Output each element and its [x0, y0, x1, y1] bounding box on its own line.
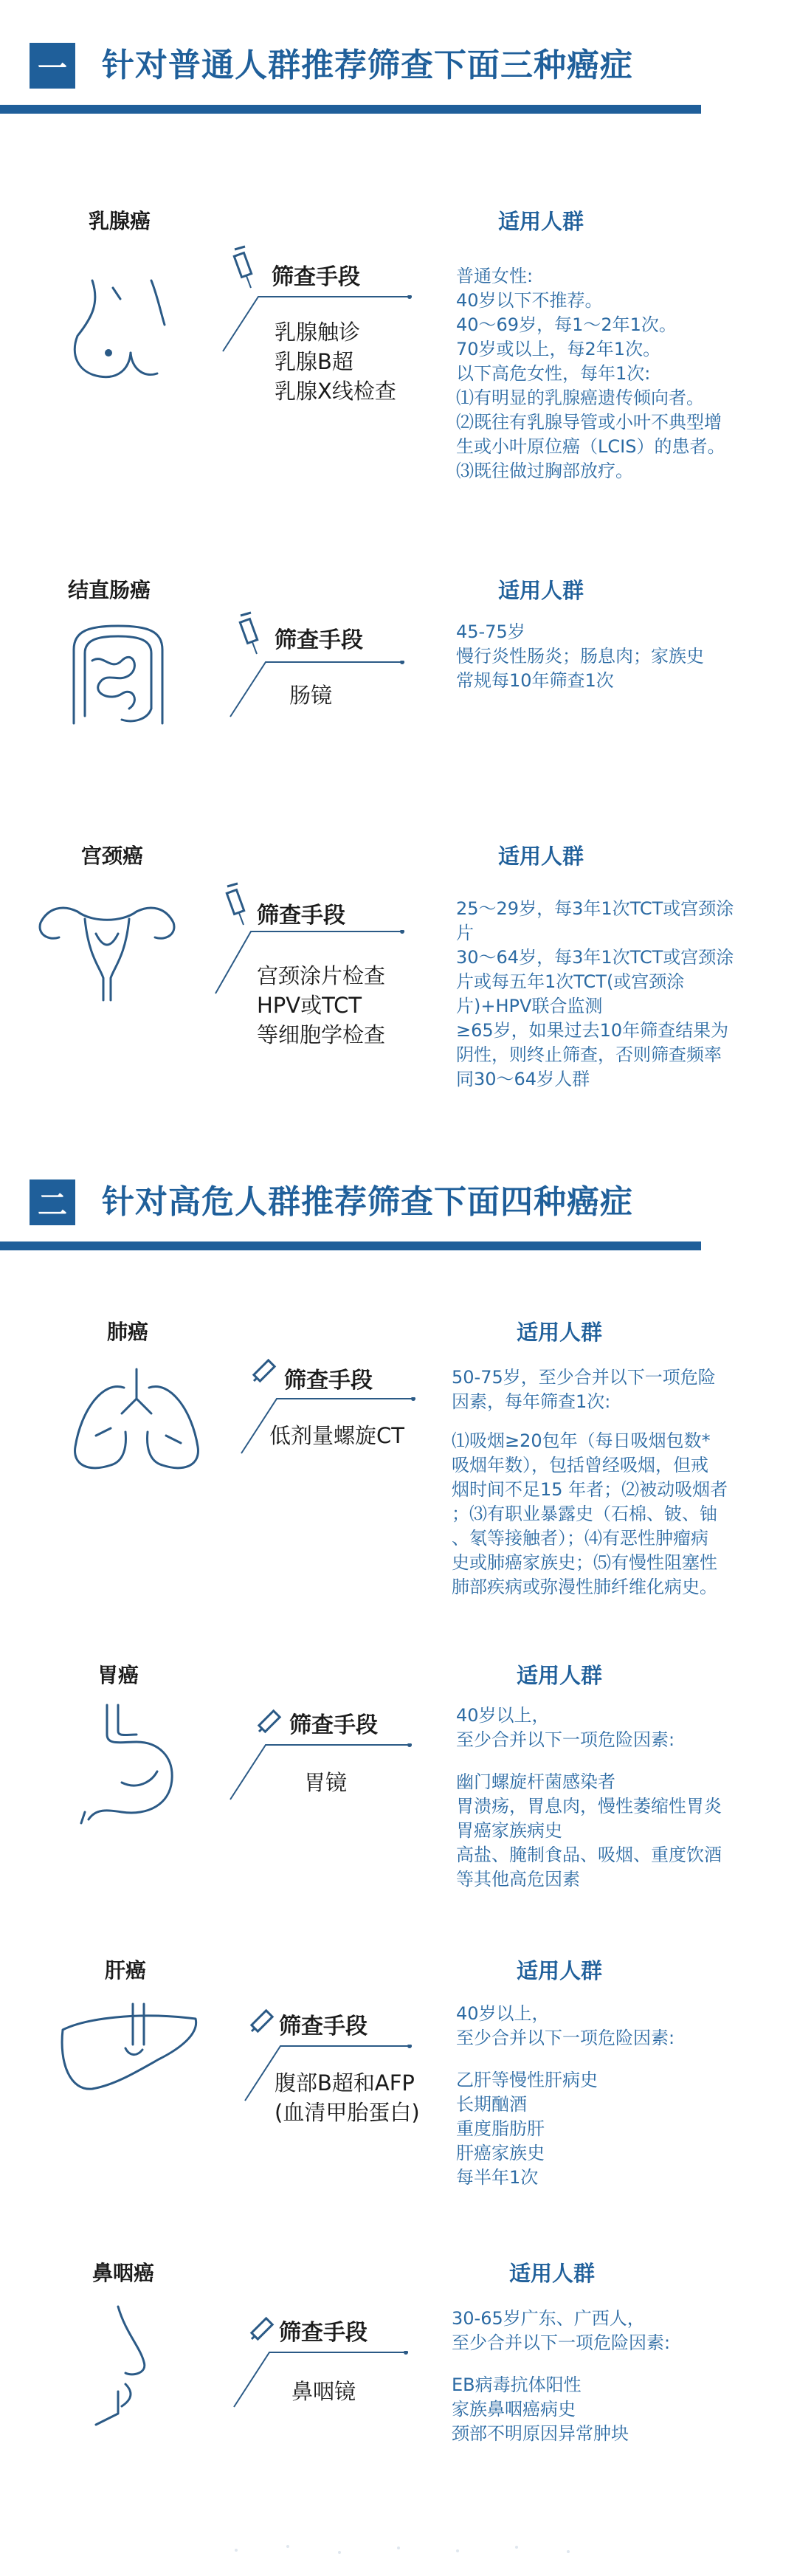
uterus-icon — [33, 897, 181, 1008]
liver-icon — [55, 2004, 203, 2100]
population-line: 颈部不明原因异常肿块 — [452, 2423, 629, 2444]
population-line: 胃溃疡，胃息肉，慢性萎缩性胃炎 — [456, 1796, 722, 1816]
population-title: 适用人群 — [498, 844, 584, 869]
population-text — [452, 2307, 670, 2446]
population-line: 30～64岁，每3年1次TCT或宫颈涂 — [456, 947, 734, 968]
method-item: 宫颈涂片检查 — [257, 963, 386, 988]
population-title: 适用人群 — [517, 1663, 603, 1688]
population-line: 40岁以下不推荐。 — [456, 290, 603, 311]
decorative-dots — [221, 2539, 590, 2561]
cancer-name: 宫颈癌 — [81, 844, 144, 868]
cancer-name: 结直肠癌 — [68, 578, 151, 602]
method-item: HPV或TCT — [257, 993, 362, 1018]
method-list — [275, 2068, 420, 2127]
method-item: 低剂量螺旋CT — [269, 1423, 404, 1448]
population-line: 40岁以上， — [456, 1705, 550, 1726]
method-label: 筛查手段 — [272, 264, 360, 290]
population-line: 幽门螺旋杆菌感染者 — [456, 1771, 615, 1792]
method-list — [289, 681, 332, 710]
cancer-name: 鼻咽癌 — [92, 2261, 155, 2285]
population-line: 至少合并以下一项危险因素: — [452, 2332, 671, 2353]
test-tube-icon — [247, 2006, 277, 2039]
population-line: 阴性，则终止筛查，否则筛查频率 — [456, 1044, 722, 1065]
population-title: 适用人群 — [517, 1320, 603, 1345]
population-line: 乙肝等慢性肝病史 — [456, 2070, 598, 2090]
method-label: 筛查手段 — [279, 2014, 368, 2039]
population-line: 肺部疾病或弥漫性肺纤维化病史。 — [452, 1577, 717, 1597]
section-title: 针对高危人群推荐筛查下面四种癌症 — [102, 1183, 633, 1221]
population-line: 至少合并以下一项危险因素: — [456, 1729, 675, 1750]
population-line: 70岁或以上，每2年1次。 — [456, 339, 661, 359]
method-label: 筛查手段 — [275, 627, 363, 653]
method-list — [291, 2377, 356, 2406]
cancer-name: 肝癌 — [105, 1958, 147, 1983]
population-line: 30-65岁广东、广西人， — [452, 2308, 645, 2329]
population-line: 片)+HPV联合监测 — [456, 996, 603, 1016]
population-line: ≥65岁，如果过去10年筛查结果为 — [456, 1020, 729, 1041]
population-title: 适用人群 — [498, 209, 584, 234]
cancer-name: 胃癌 — [97, 1663, 139, 1687]
breast-icon — [70, 266, 173, 384]
syringe-icon — [221, 882, 251, 929]
population-line: ⑴有明显的乳腺癌遗传倾向者。 — [456, 388, 704, 408]
cancer-name: 乳腺癌 — [89, 209, 151, 233]
population-line: 40～69岁，每1～2年1次。 — [456, 314, 677, 335]
population-text — [456, 1704, 722, 1892]
population-line: ⑵既往有乳腺导管或小叶不典型增 — [456, 412, 722, 433]
population-line: 片 — [456, 923, 474, 943]
method-item: (血清甲胎蛋白) — [275, 2100, 420, 2125]
population-line — [456, 1752, 722, 1770]
population-title: 适用人群 — [498, 578, 584, 603]
population-line: 肝癌家族史 — [456, 2143, 545, 2163]
test-tube-icon — [247, 2314, 277, 2346]
intestine-icon — [59, 620, 177, 731]
method-item: 等细胞学检查 — [257, 1022, 386, 1047]
stomach-icon — [77, 1701, 181, 1827]
population-line: 普通女性: — [456, 266, 534, 286]
population-line — [456, 2050, 674, 2068]
population-line: ；⑶有职业暴露史（石棉、铍、铀 — [452, 1504, 717, 1524]
population-text — [456, 2002, 674, 2190]
population-line: 以下高危女性，每年1次: — [456, 363, 651, 384]
population-line: 每半年1次 — [456, 2167, 539, 2188]
population-line: 常规每10年筛查1次 — [456, 670, 614, 691]
population-line: 40岁以上， — [456, 2003, 550, 2024]
population-line: 长期酗酒 — [456, 2094, 527, 2115]
population-title: 适用人群 — [517, 1958, 603, 1983]
test-tube-icon — [255, 1707, 284, 1739]
population-line: ⑶既往做过胸部放疗。 — [456, 461, 633, 481]
section-title: 针对普通人群推荐筛查下面三种癌症 — [102, 47, 633, 84]
method-label: 筛查手段 — [284, 1368, 373, 1394]
method-item: 乳腺触诊 — [275, 320, 361, 345]
lungs-icon — [66, 1366, 207, 1476]
population-line: 史或肺癌家族史；⑸有慢性阻塞性 — [452, 1552, 717, 1573]
method-item: 腹部B超和AFP — [275, 2070, 415, 2095]
population-title: 适用人群 — [509, 2261, 596, 2286]
method-label: 筛查手段 — [257, 903, 345, 929]
population-line: 片或每五年1次TCT(或宫颈涂 — [456, 971, 685, 992]
method-item: 肠镜 — [289, 683, 333, 708]
population-text — [456, 897, 734, 1092]
syringe-icon — [229, 245, 258, 292]
population-line: 高盐、腌制食品、吸烟、重度饮酒 — [456, 1845, 722, 1865]
section-number: 一 — [30, 43, 75, 89]
syringe-icon — [235, 611, 264, 658]
population-text — [456, 620, 704, 693]
section-divider — [0, 105, 701, 114]
population-line: 重度脂肪肝 — [456, 2118, 545, 2139]
method-list — [275, 317, 396, 406]
population-text — [456, 264, 725, 483]
population-line: 烟时间不足15 年者；⑵被动吸烟者 — [452, 1479, 728, 1500]
population-line: 慢行炎性肠炎；肠息肉；家族史 — [456, 646, 704, 667]
method-item: 胃镜 — [304, 1770, 348, 1795]
section-number: 二 — [30, 1179, 75, 1225]
population-line: 胃癌家族病史 — [456, 1820, 562, 1841]
section-divider — [0, 1241, 701, 1250]
method-list — [269, 1421, 404, 1450]
population-line: 生或小叶原位癌（LCIS）的患者。 — [456, 436, 725, 457]
method-label: 筛查手段 — [289, 1712, 378, 1738]
test-tube-icon — [249, 1356, 279, 1388]
cancer-name: 肺癌 — [107, 1320, 149, 1344]
population-line: 25～29岁，每3年1次TCT或宫颈涂 — [456, 898, 734, 919]
population-line: ⑴吸烟≥20包年（每日吸烟包数* — [452, 1430, 711, 1451]
population-text — [452, 1366, 728, 1599]
population-line: 同30～64岁人群 — [456, 1069, 590, 1089]
method-list — [304, 1768, 347, 1797]
population-line: 45-75岁 — [456, 621, 525, 642]
population-line: 等其他高危因素 — [456, 1869, 580, 1890]
population-line: 至少合并以下一项危险因素: — [456, 2028, 675, 2048]
section-header-high-risk — [0, 1166, 797, 1255]
nose-profile-icon — [89, 2303, 177, 2428]
section-header-general — [0, 30, 797, 118]
method-item: 乳腺B超 — [275, 349, 353, 374]
method-list — [257, 961, 385, 1050]
population-line — [452, 2355, 670, 2373]
population-line: 、氡等接触者）；⑷有恶性肿瘤病 — [452, 1528, 708, 1549]
population-line: 因素，每年筛查1次: — [452, 1391, 611, 1412]
method-item: 乳腺X线检查 — [275, 379, 396, 404]
population-line: 50-75岁，至少合并以下一项危险 — [452, 1367, 716, 1388]
population-line: 家族鼻咽癌病史 — [452, 2399, 576, 2420]
population-line — [452, 1414, 728, 1429]
population-line: 吸烟年数），包括曾经吸烟，但戒 — [452, 1455, 708, 1475]
method-label: 筛查手段 — [279, 2320, 368, 2346]
method-item: 鼻咽镜 — [291, 2379, 356, 2404]
population-line: EB病毒抗体阳性 — [452, 2374, 582, 2395]
